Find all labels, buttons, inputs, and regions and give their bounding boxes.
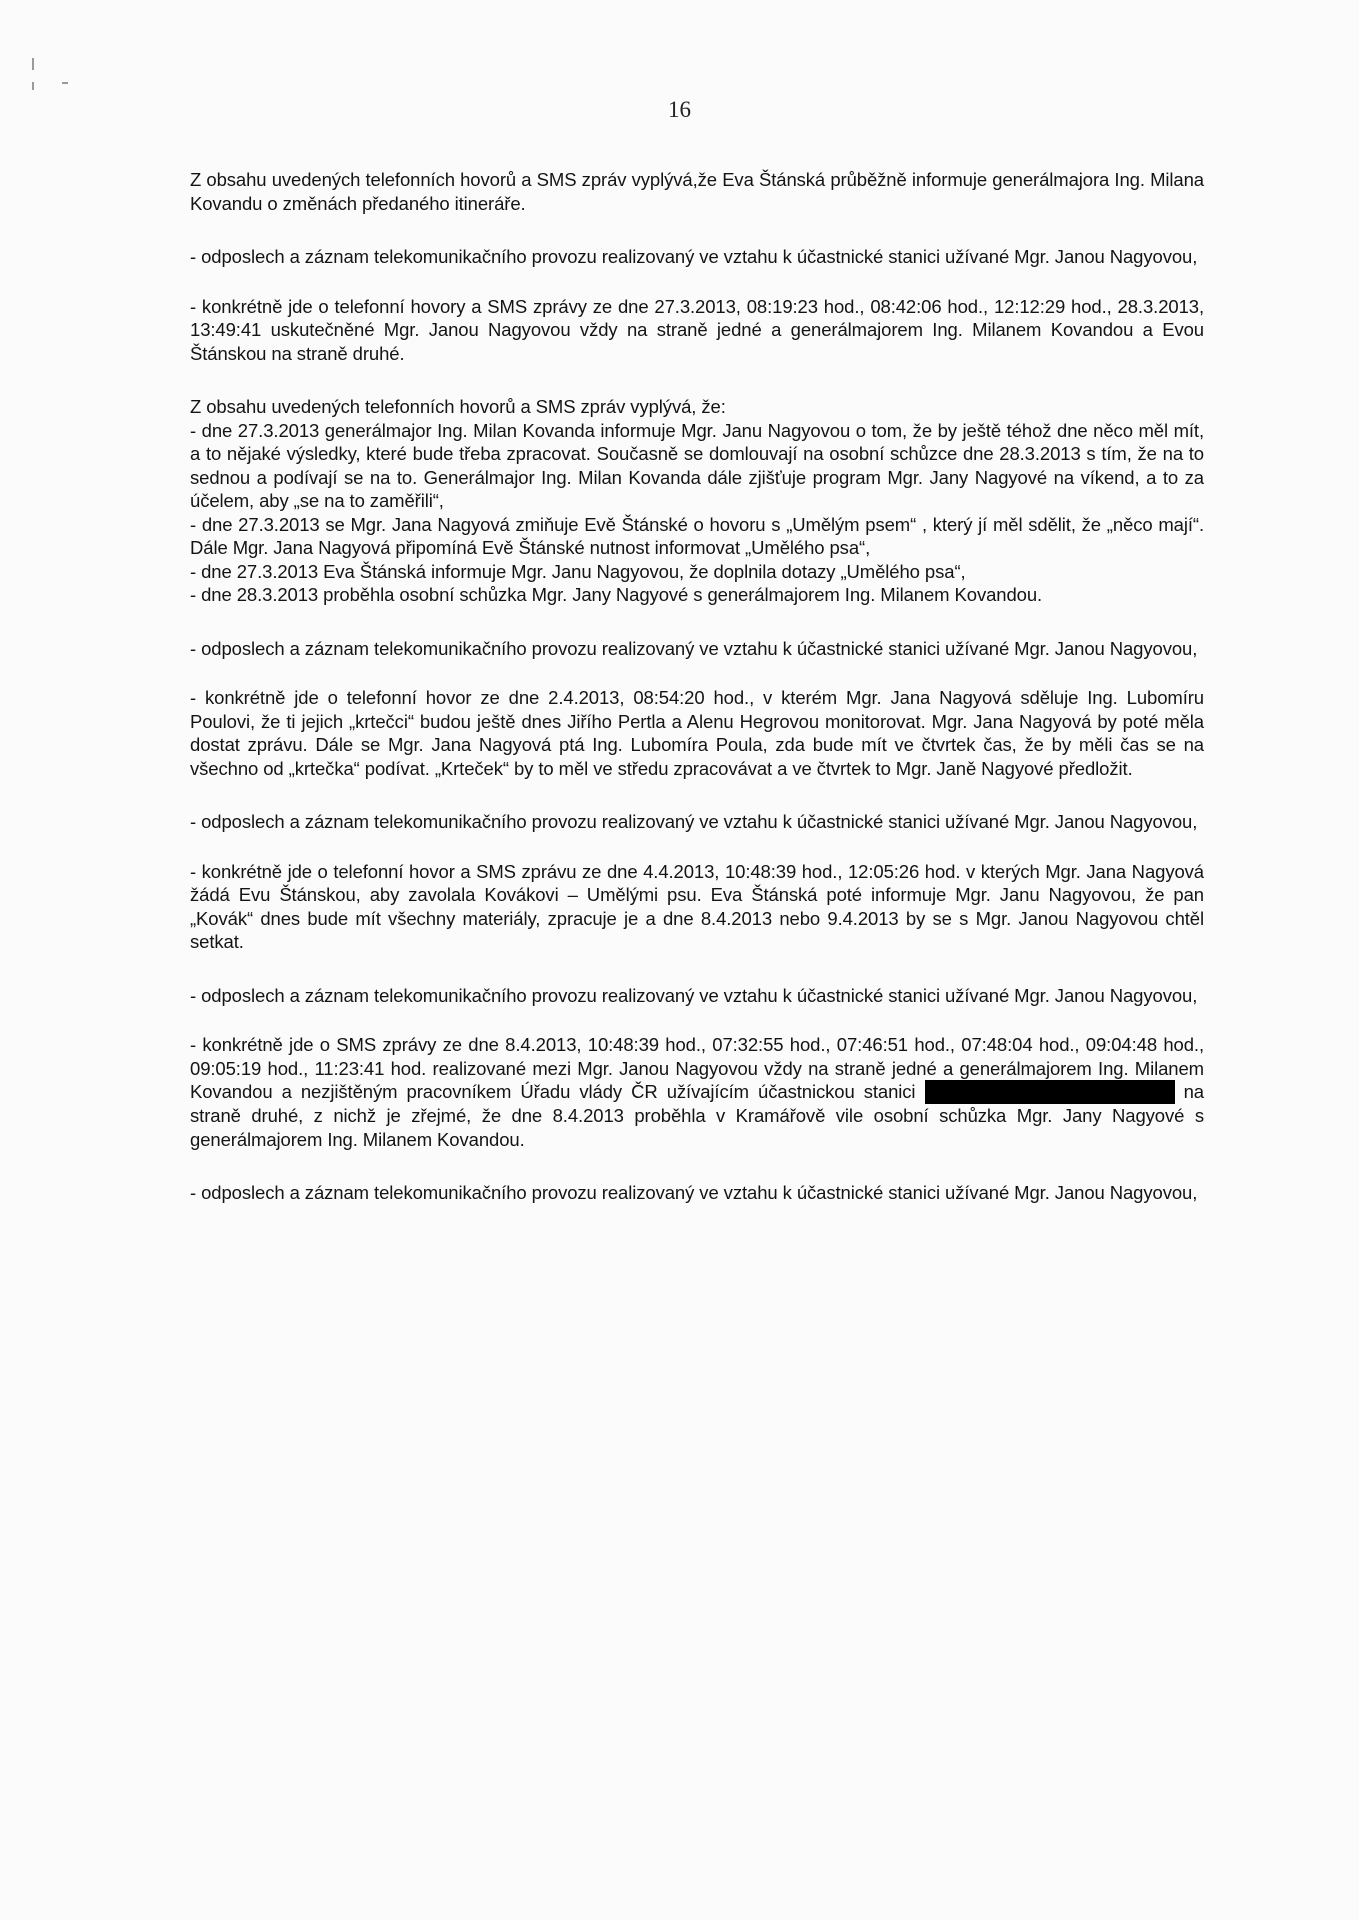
paragraph-wiretap-1: - odposlech a záznam telekomunikačního provozu realizovaný ve vztahu k účastnické stanici užívané Mgr. Janou Nagyovou, (190, 246, 1198, 267)
list-item-3: - dne 27.3.2013 Eva Štánská informuje Mgr. Janu Nagyovou, že doplnila dotazy „Umělého psa“, (190, 560, 966, 582)
paragraph-sms-redacted (190, 1033, 1204, 1151)
paragraph-call-2: - konkrétně jde o telefonní hovor ze dne 2.4.2013, 08:54:20 hod., v kterém Mgr. Jana Nagyová sděluje Ing. Lubomíru Poulovi, že ti jejich „krtečci“ budou ještě dnes Jiřího Pertla a Alenu Hegrovou monitorovat. Mgr. Jana Nagyová by poté měla dostat zprávu. Dále se Mgr. Jana Nagyová ptá Ing. Lubomíra Poula, zda bude mít ve čtvrtek čas, že by měli čas se na všechno od „krtečka“ podívat. „Krteček“ by to měl ve středu zpracovávat a ve čtvrtek to Mgr. Janě Nagyové předložit. (190, 687, 1204, 779)
page-number: 16 (668, 97, 691, 122)
list-item-2: - dne 27.3.2013 se Mgr. Jana Nagyová zmiňuje Evě Štánské o hovoru s „Umělým psem“ , který jí měl sdělit, že „něco mají“. Dále Mgr. Jana Nagyová připomíná Evě Štánské nutnost informovat „Umělého psa“, (190, 513, 1204, 558)
scan-margin-marks (28, 58, 68, 98)
redaction-bar (925, 1080, 1175, 1104)
list-item-1: - dne 27.3.2013 generálmajor Ing. Milan Kovanda informuje Mgr. Janu Nagyovou o tom, že by ještě téhož dne něco měl mít, a to nějaké výsledky, které bude třeba zpracovat. Současně se domlouvají na osobní schůzce dne 28.3.2013 s tím, že na to sednou a podívají se na to. Generálmajor Ing. Milan Kovanda dále zjišťuje program Mgr. Jany Nagyové na víkend, a to za účelem, aby „se na to zaměřili“, (190, 419, 1204, 511)
paragraph-calls-1: - konkrétně jde o telefonní hovory a SMS zprávy ze dne 27.3.2013, 08:19:23 hod., 08:42:06 hod., 12:12:29 hod., 28.3.2013, 13:49:41 uskutečněné Mgr. Janou Nagyovou vždy na straně jedné a generálmajorem Ing. Milanem Kovandou a Evou Štánskou na straně druhé. (190, 295, 1204, 364)
paragraph-sms-text-before: - konkrétně jde o SMS zprávy ze dne 8.4.2013, 10:48:39 hod., 07:32:55 hod., 07:46:51 hod., 07:48:04 hod., 09:04:48 hod., 09:05:19 hod., 11:23:41 hod. realizované mezi Mgr. Janou Nagyovou vždy na straně jedné a generálmajorem Ing. Milanem Kovandou a nezjištěným pracovníkem Úřadu vlády ČR užívajícím účastnickou stanici (190, 1034, 1204, 1102)
list-item-4: - dne 28.3.2013 proběhla osobní schůzka Mgr. Jany Nagyové s generálmajorem Ing. Milanem Kovandou. (190, 584, 1043, 605)
document-body (190, 168, 1204, 1205)
paragraph-wiretap-5: - odposlech a záznam telekomunikačního provozu realizovaný ve vztahu k účastnické stanici užívané Mgr. Janou Nagyovou, (190, 1182, 1198, 1203)
paragraph-wiretap-4: - odposlech a záznam telekomunikačního provozu realizovaný ve vztahu k účastnické stanici užívané Mgr. Janou Nagyovou, (190, 984, 1198, 1006)
paragraph-wiretap-3: - odposlech a záznam telekomunikačního provozu realizovaný ve vztahu k účastnické stanici užívané Mgr. Janou Nagyovou, (190, 811, 1198, 832)
paragraph-summary-1: Z obsahu uvedených telefonních hovorů a SMS zpráv vyplývá,že Eva Štánská průběžně informuje generálmajora Ing. Milana Kovandu o změnách předaného itineráře. (190, 169, 1204, 214)
paragraph-summary-2: Z obsahu uvedených telefonních hovorů a SMS zpráv vyplývá, že: (190, 396, 726, 417)
paragraph-call-3: - konkrétně jde o telefonní hovor a SMS zprávu ze dne 4.4.2013, 10:48:39 hod., 12:05:26 hod. v kterých Mgr. Jana Nagyová žádá Evu Štánskou, aby zavolala Kovákovi – Umělými psu. Eva Štánská poté informuje Mgr. Janu Nagyovou, že pan „Kovák“ dnes bude mít všechny materiály, zpracuje je a dne 8.4.2013 nebo 9.4.2013 by se s Mgr. Janou Nagyovou chtěl setkat. (190, 860, 1204, 952)
paragraph-wiretap-2: - odposlech a záznam telekomunikačního provozu realizovaný ve vztahu k účastnické stanici užívané Mgr. Janou Nagyovou, (190, 637, 1198, 659)
paragraph-sms-text-after: na straně druhé, z nichž je zřejmé, že dne 8.4.2013 proběhla v Kramářově vile osobní schůzka Mgr. Jany Nagyové s generálmajorem Ing. Milanem Kovandou. (190, 1081, 1204, 1150)
